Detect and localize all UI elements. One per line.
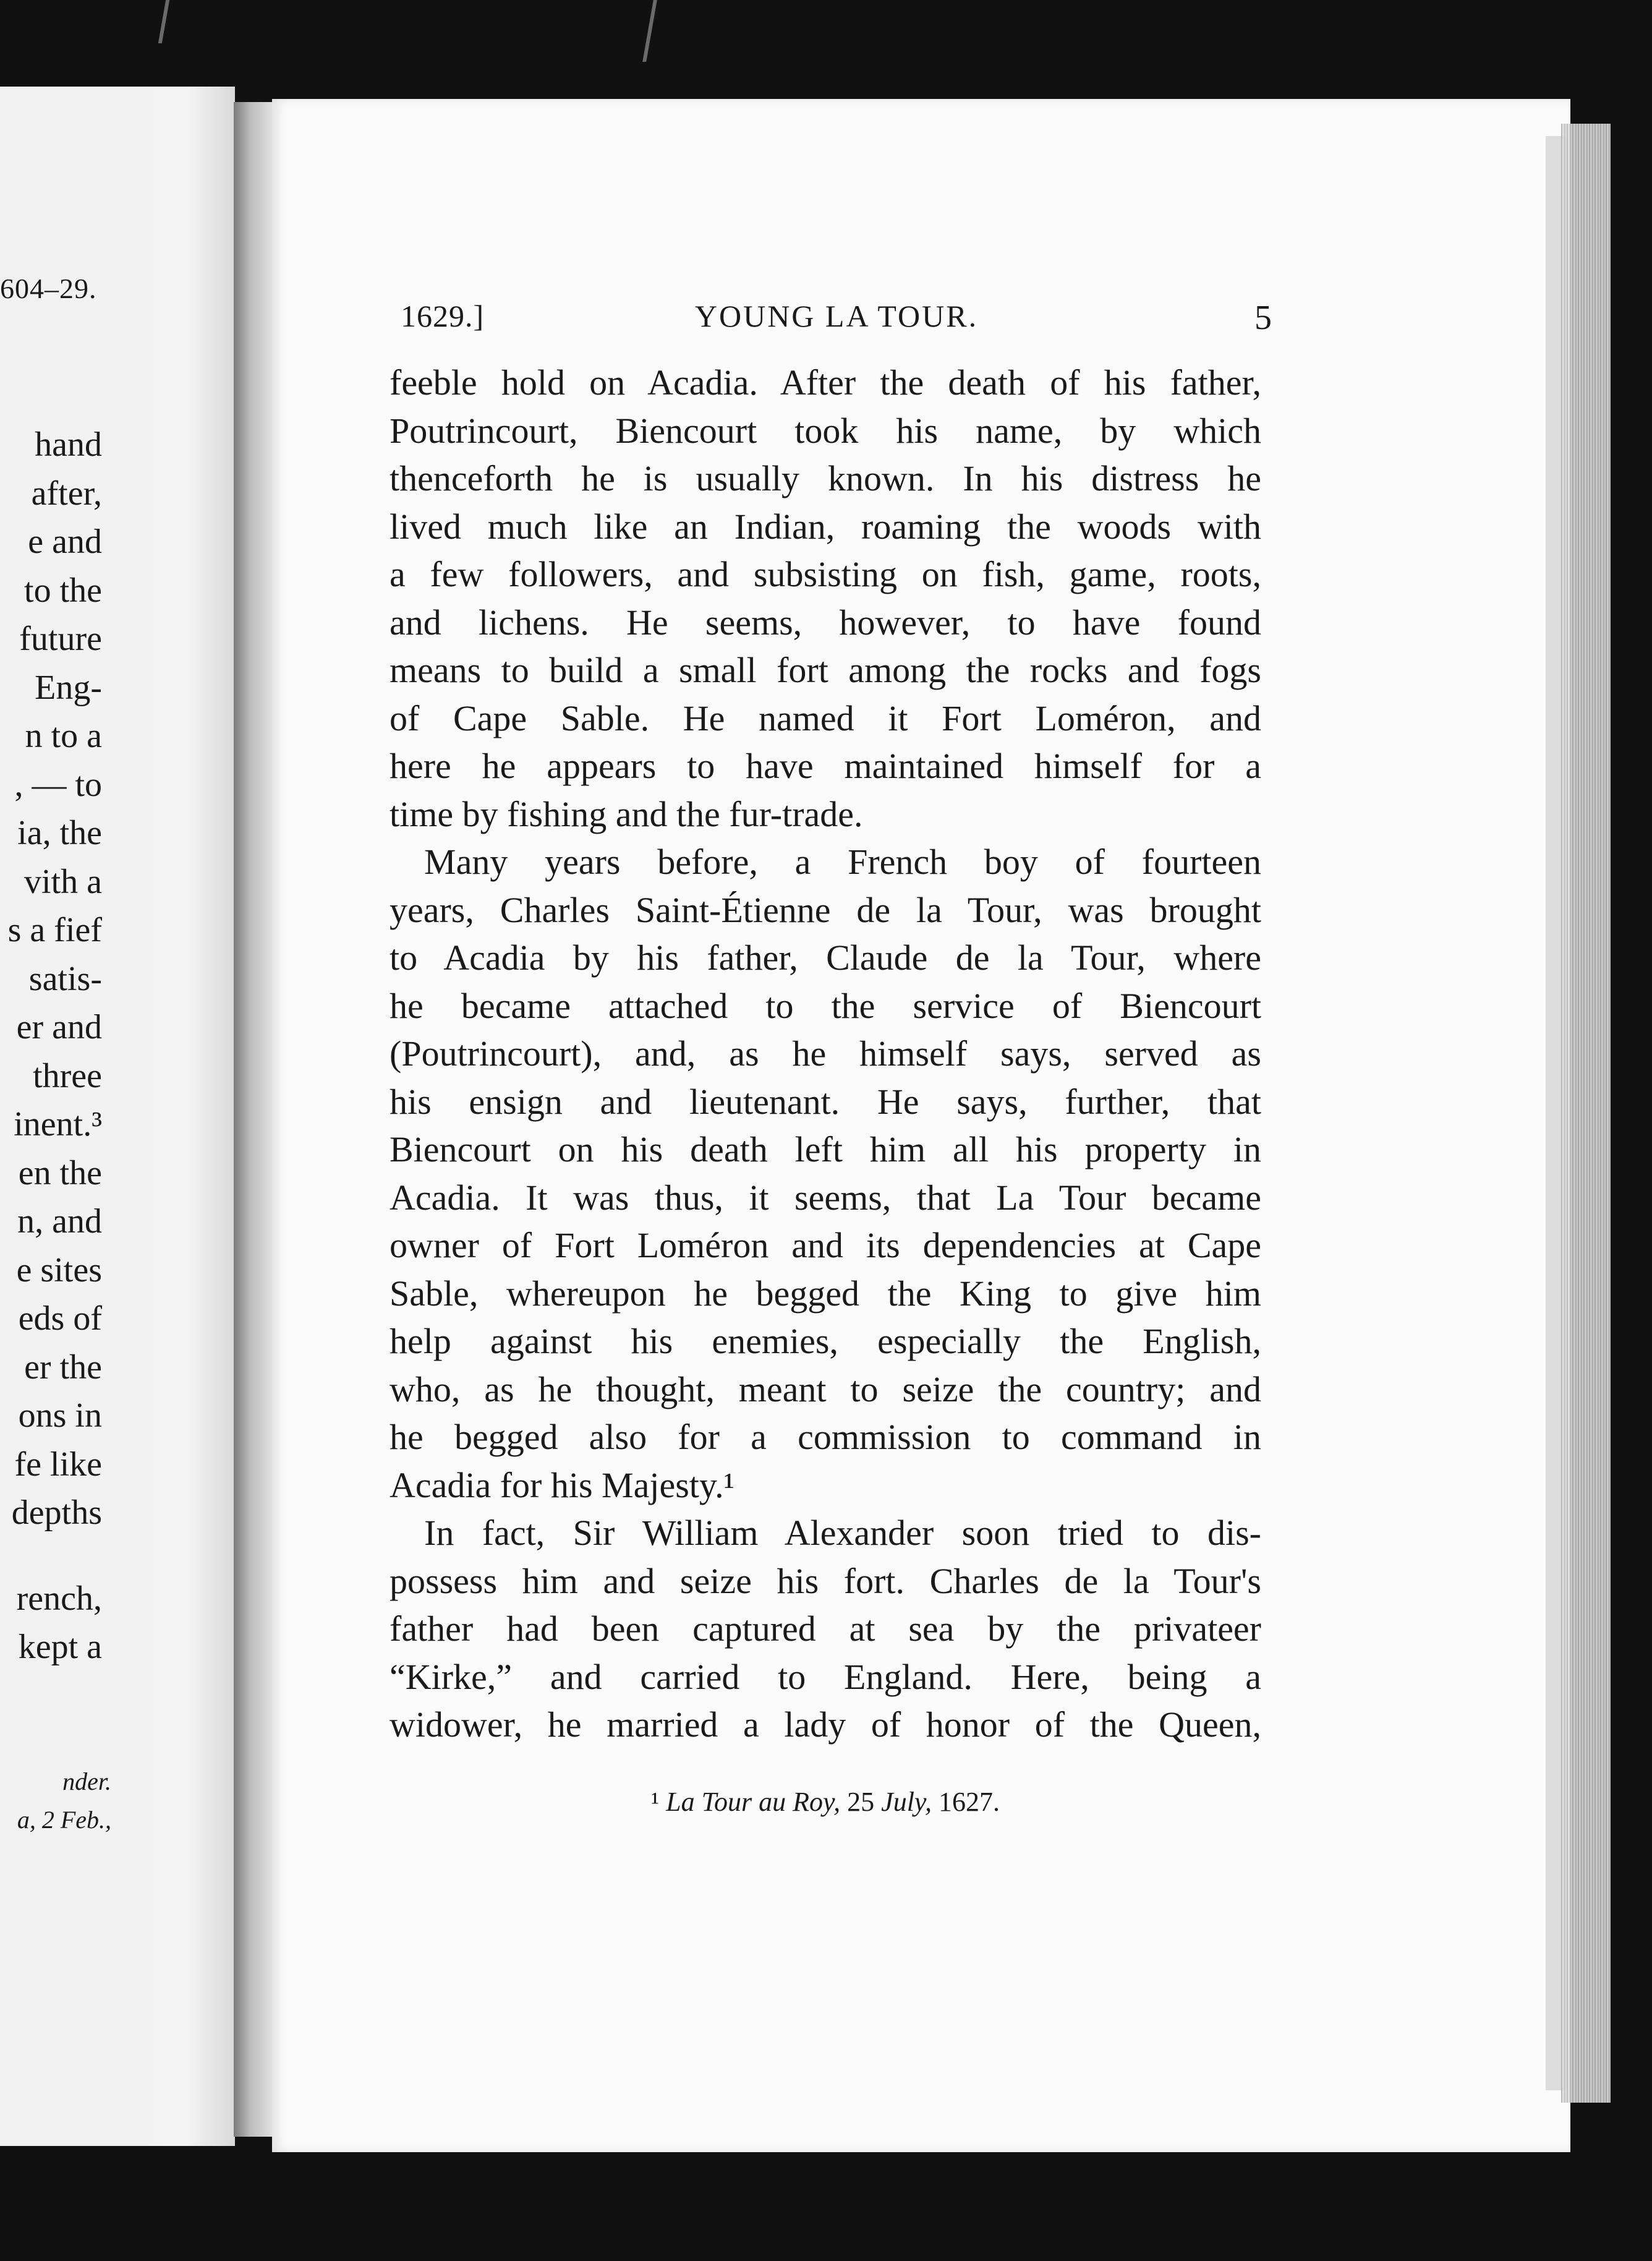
footnote-title: La Tour au Roy, [666, 1787, 841, 1817]
footnote-month: July, [881, 1787, 932, 1817]
text-line: he became attached to the service of Biencourt [390, 985, 1261, 1026]
text-line: he begged also for a commission to command in [390, 1417, 1261, 1457]
scan-mark [642, 0, 657, 62]
text-line: In fact, Sir William Alexander soon tried to dis- [424, 1513, 1261, 1553]
left-line: er and [16, 1008, 102, 1046]
text-line: thenceforth he is usually known. In his distress he [390, 458, 1261, 498]
book-gutter [234, 102, 276, 2137]
text-line: Acadia for his Majesty.¹ [390, 1464, 735, 1505]
text-line: means to build a small fort among the rocks and fogs [390, 650, 1261, 690]
left-line: eds of [18, 1299, 102, 1338]
text-line: a few followers, and subsisting on fish, game, roots, [390, 554, 1261, 594]
left-line: fe like [14, 1445, 102, 1484]
left-line: , — to [14, 765, 102, 804]
left-footnote-line: a, 2 Feb., [17, 1806, 111, 1834]
running-header [401, 298, 1272, 341]
left-line: n, and [17, 1202, 102, 1241]
text-line: father had been captured at sea by the privateer [390, 1609, 1261, 1649]
left-line: inent.³ [14, 1105, 102, 1143]
text-line: of Cape Sable. He named it Fort Loméron, and [390, 698, 1261, 738]
left-line: Eng- [35, 668, 102, 707]
footnote-day: 25 [847, 1787, 875, 1817]
header-year: 1629.] [401, 299, 485, 333]
left-line: rench, [16, 1579, 102, 1618]
left-line: en the [18, 1153, 102, 1192]
left-page-footnote [0, 1763, 111, 1839]
left-line: vith a [24, 862, 102, 901]
text-line: to Acadia by his father, Claude de la Tour, where [390, 938, 1261, 978]
left-line: ons in [18, 1396, 102, 1435]
text-line: years, Charles Saint-Étienne de la Tour, was brought [390, 889, 1261, 930]
left-line: s a fief [7, 911, 102, 949]
page-number: 5 [1254, 299, 1272, 337]
text-line: time by fishing and the fur-trade. [390, 793, 863, 834]
left-line: after, [31, 474, 102, 513]
text-line: lived much like an Indian, roaming the woods with [390, 506, 1261, 547]
left-line: e sites [16, 1250, 102, 1289]
left-paragraph-gap [0, 1537, 102, 1575]
left-line: depths [11, 1494, 102, 1532]
left-line: future [19, 620, 102, 658]
text-line: and lichens. He seems, however, to have found [390, 602, 1261, 643]
left-line: ia, the [17, 814, 102, 852]
text-line: feeble hold on Acadia. After the death of his father, [390, 362, 1261, 403]
left-page-text [0, 421, 102, 1672]
header-title: YOUNG LA TOUR. [694, 299, 979, 333]
text-line: his ensign and lieutenant. He says, further, that [390, 1081, 1261, 1122]
left-page-header: 604–29. [0, 273, 97, 304]
left-page [0, 87, 235, 2146]
text-line: “Kirke,” and carried to England. Here, being a [390, 1656, 1261, 1697]
text-line: widower, he married a lady of honor of the Queen, [390, 1704, 1261, 1745]
footnote [390, 1786, 1261, 1818]
text-line: owner of Fort Loméron and its dependencies at Cape [390, 1225, 1261, 1265]
text-line: Biencourt on his death left him all his property in [390, 1129, 1261, 1169]
text-line: Poutrincourt, Biencourt took his name, by which [390, 410, 1261, 451]
left-line: e and [28, 523, 102, 561]
left-line: three [33, 1056, 102, 1095]
left-line: kept a [18, 1628, 102, 1666]
page-edges [1561, 124, 1611, 2103]
left-line: satis- [28, 959, 102, 998]
left-footnote-line: nder. [62, 1767, 111, 1795]
text-line: Acadia. It was thus, it seems, that La Tour became [390, 1177, 1261, 1218]
scan-mark [158, 0, 169, 43]
left-line: er the [24, 1348, 102, 1387]
text-line: help against his enemies, especially the English, [390, 1321, 1261, 1361]
text-line: (Poutrincourt), and, as he himself says, served as [390, 1033, 1261, 1074]
footnote-marker: ¹ [650, 1787, 660, 1817]
left-line: n to a [25, 717, 102, 755]
left-line: hand [35, 425, 102, 464]
text-line: here he appears to have maintained himself for a [390, 746, 1261, 786]
body-text [390, 359, 1261, 1749]
text-line: possess him and seize his fort. Charles de la Tour's [390, 1560, 1261, 1601]
left-line: to the [24, 571, 102, 610]
text-line: Sable, whereupon he begged the King to give him [390, 1273, 1261, 1314]
text-line: Many years before, a French boy of fourteen [424, 842, 1261, 882]
text-line: who, as he thought, meant to seize the country; and [390, 1369, 1261, 1409]
footnote-year: 1627. [939, 1787, 1000, 1817]
